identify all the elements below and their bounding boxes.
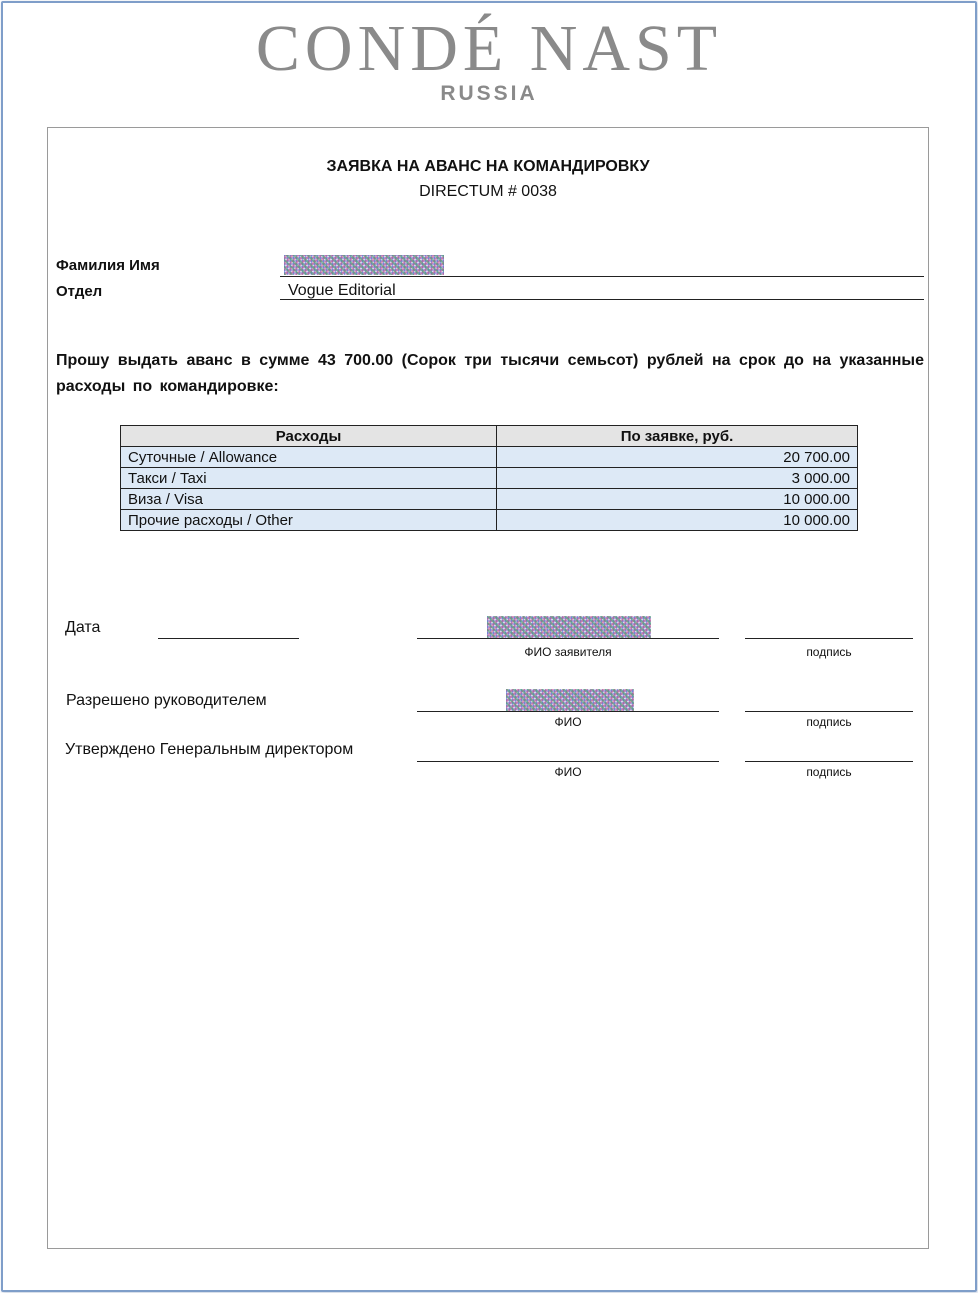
director-signature-caption: подпись — [806, 765, 852, 779]
table-row — [121, 489, 858, 510]
expense-amount: 20 700.00 — [497, 447, 858, 468]
manager-name-line — [417, 711, 719, 712]
expense-label: Прочие расходы / Other — [121, 510, 497, 531]
form-title: ЗАЯВКА НА АВАНС НА КОМАНДИРОВКУ — [326, 158, 650, 175]
expense-label: Суточные / Allowance — [121, 447, 497, 468]
expense-label: Виза / Visa — [121, 489, 497, 510]
applicant-name-caption: ФИО заявителя — [524, 645, 612, 659]
expense-amount: 3 000.00 — [497, 468, 858, 489]
form-page — [47, 127, 929, 1249]
form-number: DIRECTUM # 0038 — [419, 183, 557, 200]
director-name-line — [417, 761, 719, 762]
department-field-line — [280, 282, 924, 300]
advance-request-text: Прошу выдать аванс в сумме 43 700.00 (Сорок три тысячи семьсот) рублей на срок до на указанные расходы по командировке: — [56, 352, 924, 395]
applicant-name-line — [417, 638, 719, 639]
conde-nast-logo: CONDÉ NAST — [255, 12, 723, 85]
expenses-table — [120, 425, 858, 531]
name-field-line — [280, 259, 924, 277]
applicant-signature-caption: подпись — [806, 645, 852, 659]
date-label: Дата — [65, 619, 101, 636]
manager-approval-label: Разрешено руководителем — [66, 692, 267, 709]
director-approval-label: Утверждено Генеральным директором — [65, 741, 354, 758]
amount-column-header: По заявке, руб. — [497, 426, 858, 447]
expense-label: Такси / Taxi — [121, 468, 497, 489]
table-header-row — [121, 426, 858, 447]
expenses-column-header: Расходы — [121, 426, 497, 447]
expense-amount: 10 000.00 — [497, 489, 858, 510]
table-row — [121, 447, 858, 468]
department-value: Vogue Editorial — [288, 282, 396, 299]
redacted-manager-name — [506, 689, 634, 711]
expense-amount: 10 000.00 — [497, 510, 858, 531]
manager-signature-caption: подпись — [806, 715, 852, 729]
director-name-caption: ФИО — [554, 765, 582, 779]
logo-subtitle: RUSSIA — [440, 82, 538, 105]
applicant-signature-line — [745, 638, 913, 639]
table-row — [121, 468, 858, 489]
redacted-applicant-name — [487, 616, 651, 638]
table-row — [121, 510, 858, 531]
date-line — [158, 638, 299, 639]
director-signature-line — [745, 761, 913, 762]
manager-name-caption: ФИО — [554, 715, 582, 729]
name-label: Фамилия Имя — [56, 257, 160, 274]
department-label: Отдел — [56, 283, 103, 300]
manager-signature-line — [745, 711, 913, 712]
